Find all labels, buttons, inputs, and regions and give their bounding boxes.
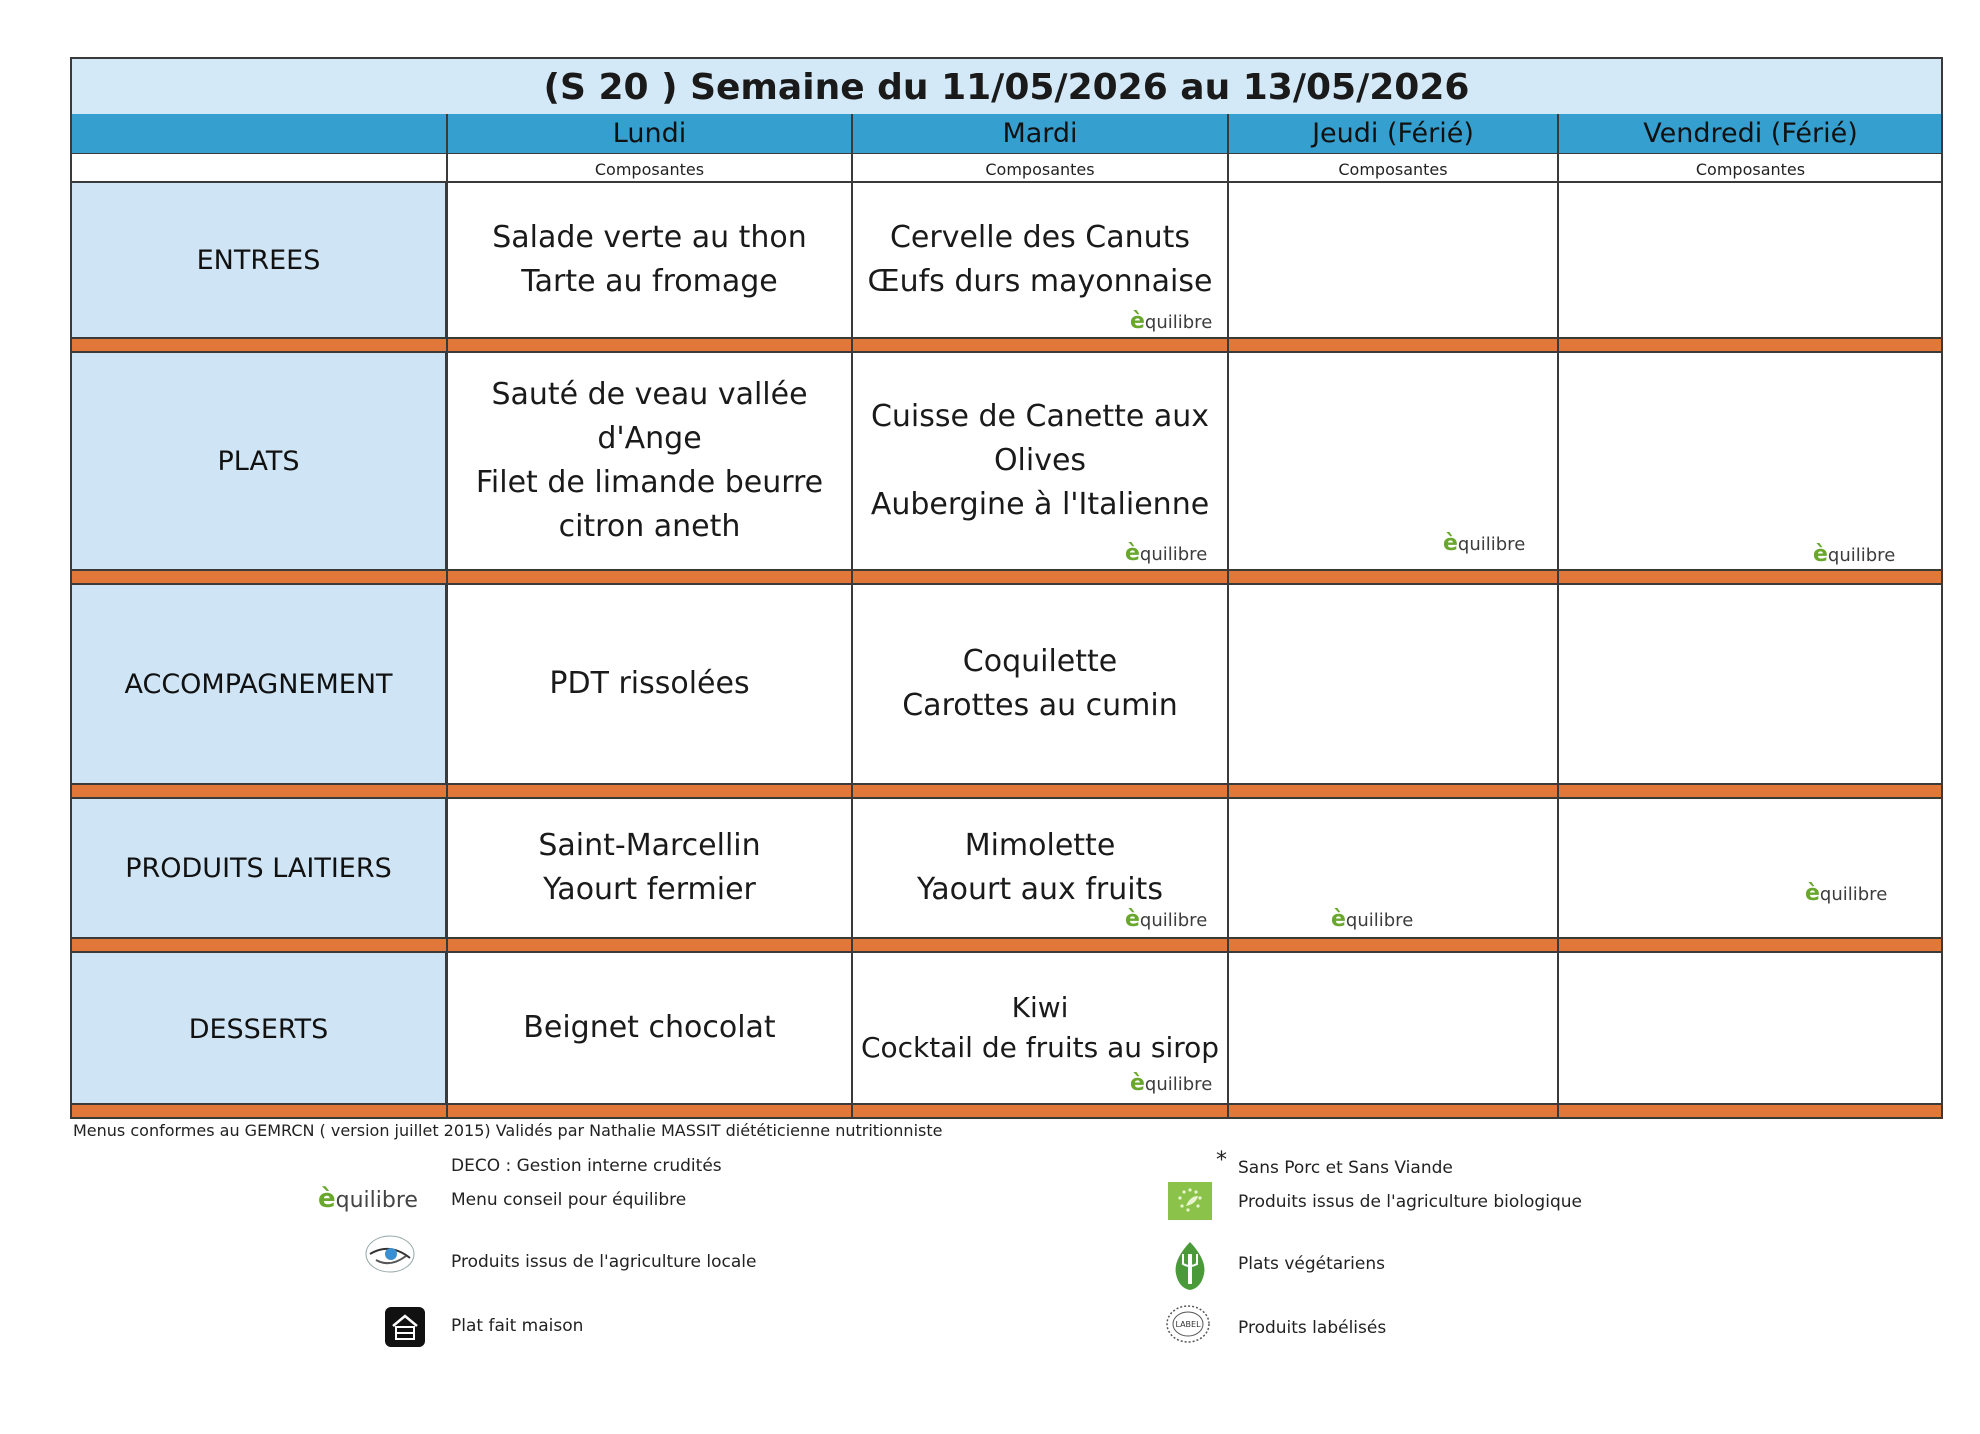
row-label-desserts: DESSERTS — [72, 953, 447, 1105]
dish: Salade verte au thon — [492, 220, 807, 255]
equilibre-logo: èquilibre — [1813, 542, 1896, 567]
cell-plats-lundi — [447, 353, 852, 569]
day-mardi: Mardi — [1002, 118, 1078, 149]
dish: citron aneth — [558, 509, 741, 544]
dish: Cocktail de fruits au sirop — [860, 1031, 1220, 1064]
cell-desserts-lundi — [447, 953, 852, 1103]
dish: Cervelle des Canuts — [889, 220, 1191, 255]
vegetarian-icon — [1173, 1240, 1207, 1296]
column-divider — [1557, 114, 1559, 1119]
dish: Mimolette — [964, 828, 1116, 863]
dish: Olives — [993, 443, 1087, 478]
equilibre-legend-icon: èquilibre — [318, 1184, 418, 1214]
dish: PDT rissolées — [549, 666, 750, 701]
legend-bio: Produits issus de l'agriculture biologique — [1238, 1192, 1582, 1212]
dish: Filet de limande beurre — [475, 465, 824, 500]
cell-accompagnement-mardi — [852, 585, 1228, 783]
menu-table — [70, 57, 1943, 1119]
row-label-entrees: ENTREES — [72, 183, 447, 337]
sub-lundi: Composantes — [594, 160, 705, 179]
equilibre-logo: èquilibre — [1443, 531, 1526, 556]
legend-local: Produits issus de l'agriculture locale — [451, 1252, 757, 1272]
row-separator — [72, 1103, 1941, 1119]
dish: Beignet chocolat — [523, 1010, 776, 1045]
sub-jeudi: Composantes — [1338, 160, 1448, 179]
cell-entrees-lundi — [447, 183, 852, 337]
cell-laitiers-lundi — [447, 799, 852, 937]
equilibre-logo: èquilibre — [1805, 881, 1888, 906]
legend-vege: Plats végétariens — [1238, 1254, 1385, 1274]
dish: Cuisse de Canette aux — [870, 399, 1210, 434]
page-title: (S 20 ) Semaine du 11/05/2026 au 13/05/2026 — [72, 59, 1941, 114]
label-badge-text: LABEL — [1175, 1320, 1201, 1329]
legend-label: Produits labélisés — [1238, 1318, 1387, 1338]
legend-equilibre: Menu conseil pour équilibre — [451, 1190, 687, 1210]
day-lundi: Lundi — [612, 118, 687, 149]
row-label-accompagnement: ACCOMPAGNEMENT — [72, 585, 447, 783]
legend-deco: DECO : Gestion interne crudités — [451, 1156, 722, 1176]
dish: Coquilette — [962, 644, 1118, 679]
row-separator — [72, 783, 1941, 799]
cell-accompagnement-lundi — [447, 585, 852, 783]
cell-plats-mardi — [852, 353, 1228, 569]
sub-vendredi: Composantes — [1695, 160, 1806, 179]
home-made-icon — [384, 1306, 426, 1348]
local-agriculture-icon — [362, 1232, 418, 1276]
legend-sans-porc: Sans Porc et Sans Viande — [1238, 1158, 1453, 1178]
row-label-plats: PLATS — [72, 353, 447, 569]
sub-mardi: Composantes — [985, 160, 1095, 179]
equilibre-logo: èquilibre — [1125, 541, 1208, 566]
day-vendredi: Vendredi (Férié) — [1643, 118, 1858, 149]
dish: Saint-Marcellin — [538, 828, 761, 863]
equilibre-logo: èquilibre — [1331, 907, 1414, 932]
label-quality-icon — [1165, 1304, 1211, 1344]
star-icon: * — [1216, 1148, 1227, 1173]
dish: Tarte au fromage — [521, 264, 778, 299]
bio-leaf-icon — [1168, 1182, 1212, 1220]
dish: Sauté de veau vallée — [491, 377, 808, 412]
dish: Kiwi — [1011, 991, 1069, 1024]
dish: d'Ange — [597, 421, 702, 456]
equilibre-logo: èquilibre — [1130, 1071, 1213, 1096]
equilibre-logo: èquilibre — [1125, 907, 1208, 932]
footnote: Menus conformes au GEMRCN ( version juillet 2015) Validés par Nathalie MASSIT diététicienne nutritionniste — [73, 1121, 943, 1140]
legend-maison: Plat fait maison — [451, 1316, 584, 1336]
row-separator — [72, 937, 1941, 953]
dish: Œufs durs mayonnaise — [867, 264, 1213, 299]
row-separator — [72, 337, 1941, 353]
dish: Aubergine à l'Italienne — [870, 487, 1210, 522]
row-label-produits-laitiers: PRODUITS LAITIERS — [72, 799, 447, 937]
equilibre-logo: èquilibre — [1130, 309, 1213, 334]
dish: Yaourt aux fruits — [917, 872, 1163, 907]
dish: Yaourt fermier — [543, 872, 756, 907]
dish: Carottes au cumin — [902, 688, 1178, 723]
day-jeudi: Jeudi (Férié) — [1312, 118, 1474, 149]
row-separator — [72, 569, 1941, 585]
